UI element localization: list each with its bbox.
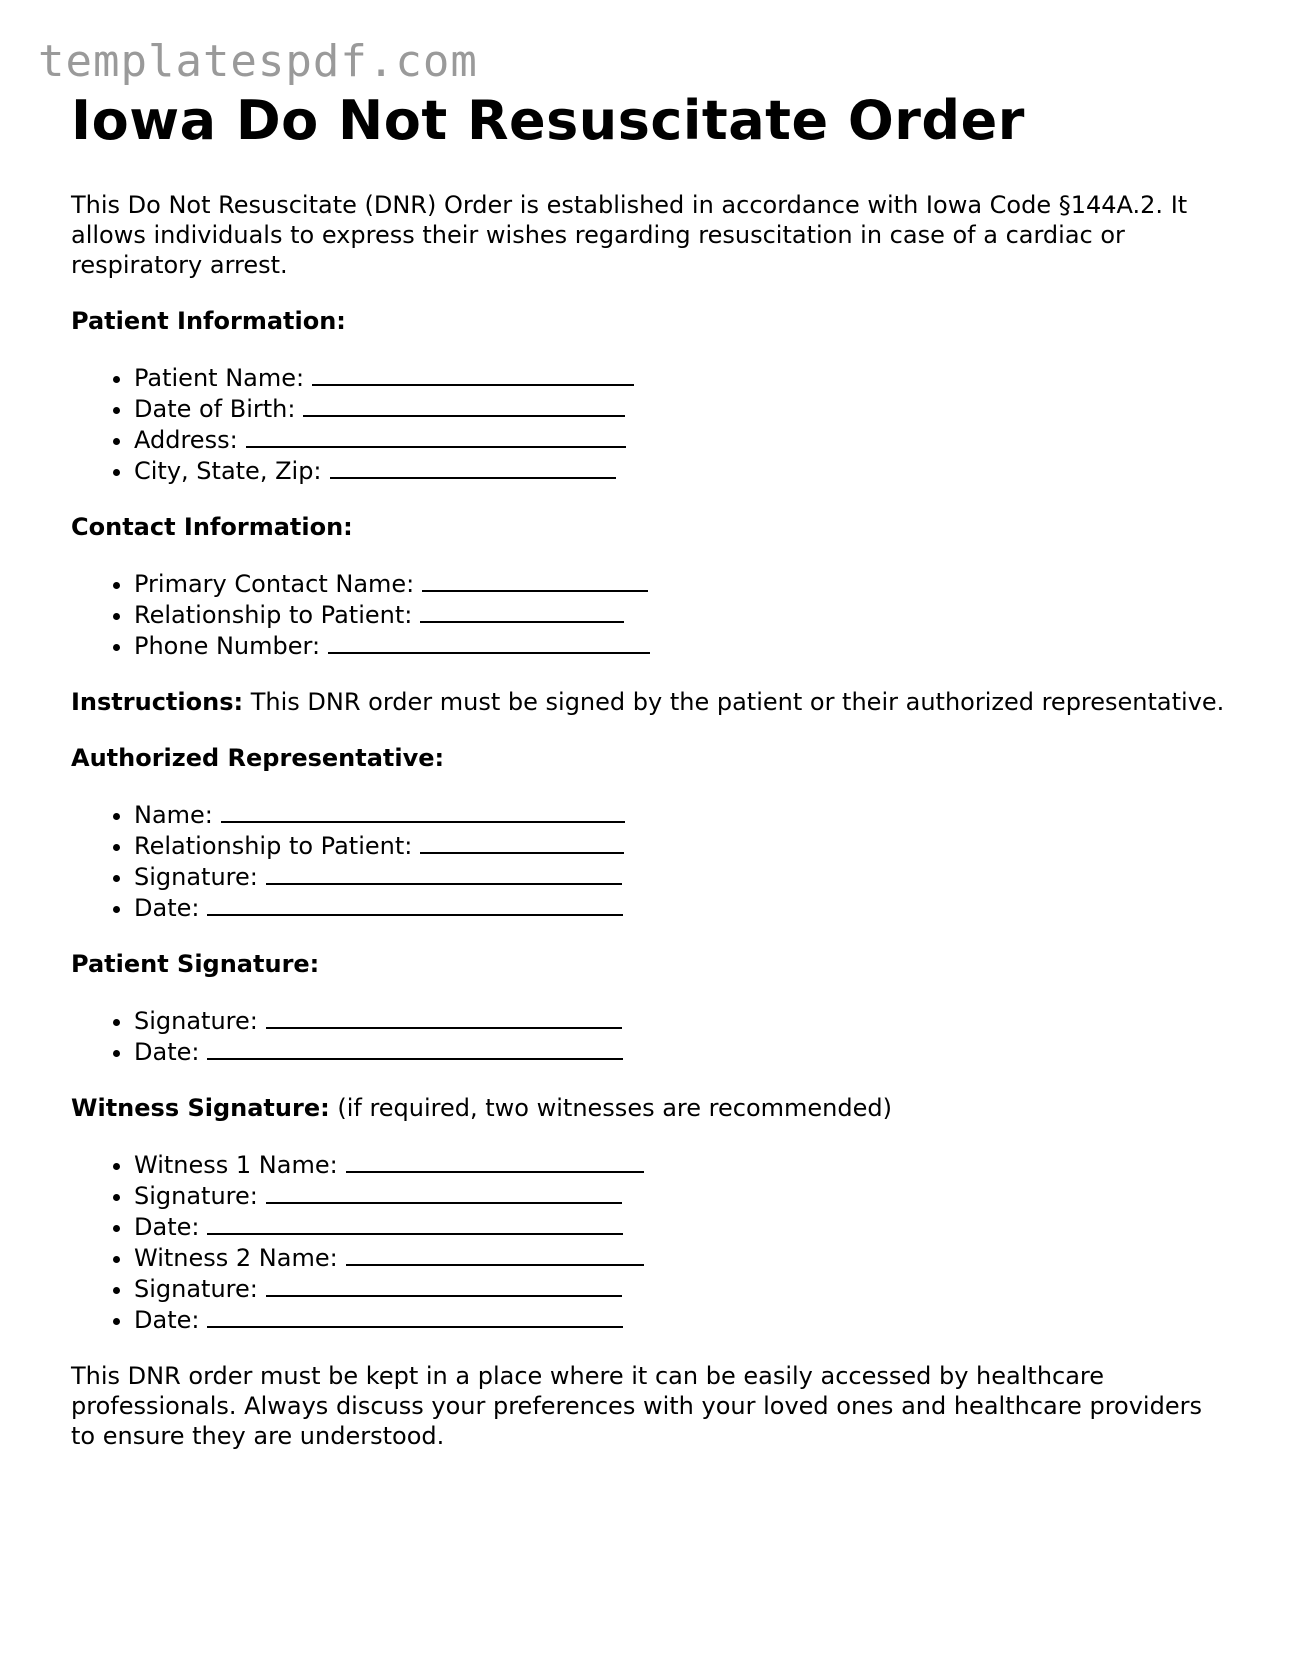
list-item (134, 1211, 1231, 1242)
closing-paragraph: This DNR order must be kept in a place where it can be easily accessed by healthcare professionals. Always discuss your preferences with your loved ones and healthcare providers to ensure they are understood. (71, 1362, 1202, 1451)
field-label: Date of Birth: (134, 395, 296, 424)
list-item (134, 599, 1231, 630)
field-label: Primary Contact Name: (134, 570, 415, 599)
witness-1-date-field[interactable] (207, 1211, 623, 1235)
list-item (134, 799, 1231, 830)
intro-paragraph: This Do Not Resuscitate (DNR) Order is established in accordance with Iowa Code §144A.2. It allows individuals to express their wishes regarding resuscitation in case of a cardiac or respiratory arrest. (71, 191, 1188, 280)
list-item (134, 1242, 1231, 1273)
list-item (134, 630, 1231, 661)
document-body (71, 90, 1231, 1451)
list-item (134, 455, 1231, 486)
address-field[interactable] (246, 424, 626, 448)
field-label: Witness 1 Name: (134, 1151, 338, 1180)
list-item (134, 1304, 1231, 1335)
rep-signature-field[interactable] (266, 861, 622, 885)
field-label: Witness 2 Name: (134, 1244, 338, 1273)
list-item (134, 393, 1231, 424)
patient-info-list (71, 362, 1231, 486)
patient-signature-list (71, 1005, 1231, 1067)
list-item (134, 1273, 1231, 1304)
rep-date-field[interactable] (207, 892, 623, 916)
field-label: Relationship to Patient: (134, 832, 413, 861)
list-item (134, 568, 1231, 599)
field-label: Name: (134, 801, 213, 830)
patient-info-heading: Patient Information: (71, 307, 346, 336)
field-label: Date: (134, 894, 200, 923)
witness-signature-list (71, 1149, 1231, 1335)
list-item (134, 1180, 1231, 1211)
authorized-rep-heading: Authorized Representative: (71, 744, 445, 773)
list-item (134, 1036, 1231, 1067)
field-label: Date: (134, 1213, 200, 1242)
document-title: Iowa Do Not Resuscitate Order (71, 89, 1025, 152)
rep-name-field[interactable] (221, 799, 625, 823)
field-label: City, State, Zip: (134, 457, 322, 486)
witness-signature-heading: Witness Signature: (71, 1094, 330, 1123)
field-label: Patient Name: (134, 364, 305, 393)
contact-info-list (71, 568, 1231, 661)
field-label: Address: (134, 426, 238, 455)
patient-name-field[interactable] (312, 362, 634, 386)
witness-note: (if required, two witnesses are recommended) (337, 1094, 892, 1123)
field-label: Relationship to Patient: (134, 601, 413, 630)
witness-1-signature-field[interactable] (266, 1180, 622, 1204)
witness-2-name-field[interactable] (346, 1242, 644, 1266)
phone-number-field[interactable] (328, 630, 650, 654)
rep-relationship-field[interactable] (420, 830, 624, 854)
witness-2-signature-field[interactable] (266, 1273, 622, 1297)
list-item (134, 1149, 1231, 1180)
list-item (134, 362, 1231, 393)
date-of-birth-field[interactable] (303, 393, 625, 417)
list-item (134, 830, 1231, 861)
instructions-heading: Instructions: (71, 688, 244, 717)
patient-signature-field[interactable] (266, 1005, 622, 1029)
watermark: templatespdf.com (38, 36, 478, 87)
field-label: Date: (134, 1038, 200, 1067)
field-label: Date: (134, 1306, 200, 1335)
witness-2-date-field[interactable] (207, 1304, 623, 1328)
instructions-paragraph (71, 687, 1231, 717)
authorized-rep-list (71, 799, 1231, 923)
witness-signature-paragraph (71, 1093, 1231, 1123)
list-item (134, 892, 1231, 923)
witness-1-name-field[interactable] (346, 1149, 644, 1173)
field-label: Signature: (134, 1275, 258, 1304)
list-item (134, 1005, 1231, 1036)
list-item (134, 424, 1231, 455)
field-label: Phone Number: (134, 632, 321, 661)
instructions-text: This DNR order must be signed by the patient or their authorized representative. (250, 688, 1225, 717)
primary-contact-name-field[interactable] (422, 568, 648, 592)
city-state-zip-field[interactable] (330, 455, 616, 479)
list-item (134, 861, 1231, 892)
relationship-to-patient-field[interactable] (420, 599, 624, 623)
field-label: Signature: (134, 863, 258, 892)
contact-info-heading: Contact Information: (71, 513, 353, 542)
patient-signature-heading: Patient Signature: (71, 950, 320, 979)
field-label: Signature: (134, 1182, 258, 1211)
field-label: Signature: (134, 1007, 258, 1036)
patient-date-field[interactable] (207, 1036, 623, 1060)
